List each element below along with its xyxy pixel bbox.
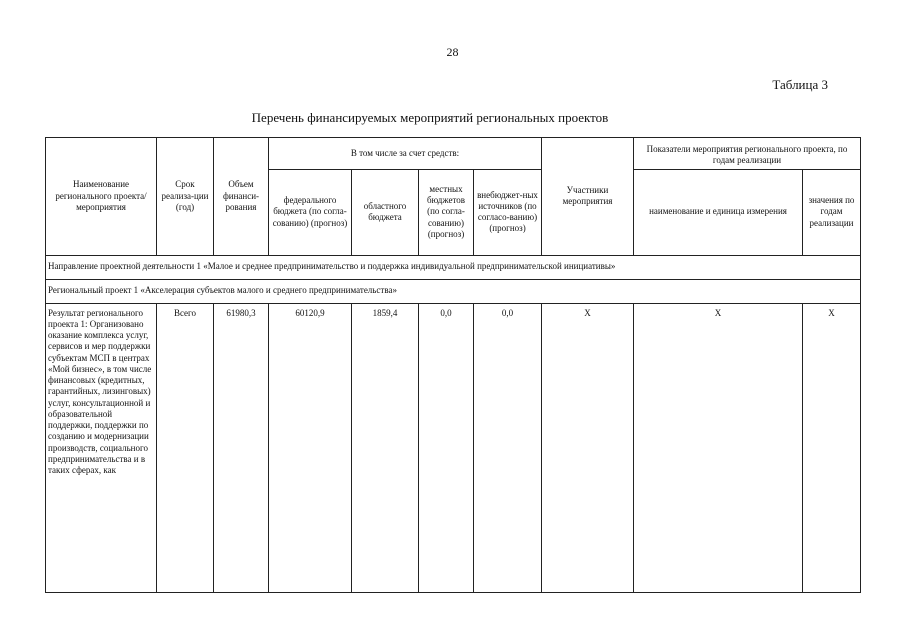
project-row: [46, 279, 861, 303]
page-number: 28: [446, 45, 459, 59]
cell-regional: 1859,4: [352, 303, 419, 592]
cell-volume: 61980,3: [214, 303, 269, 592]
header-term: Срок реализа-ции (год): [157, 138, 214, 256]
header-participants: Участники мероприятия: [542, 138, 634, 256]
cell-extrabudget: 0,0: [474, 303, 542, 592]
header-row-1: [46, 138, 861, 170]
header-name: Наименование регионального проекта/мероприятия: [46, 138, 157, 256]
cell-local: 0,0: [419, 303, 474, 592]
header-regional: областного бюджета: [352, 169, 419, 255]
cell-federal: 60120,9: [269, 303, 352, 592]
header-sources-group: В том числе за счет средств:: [269, 138, 542, 170]
cell-name: Результат регионального проекта 1: Организовано оказание комплекса услуг, сервисов и мер поддержки субъектам МСП в центрах «Мой бизнес», в том числе финансовых (кредитных, гарантийных, лизинговых) услуг, консультационной и образовательной поддержки, поддержки по созданию и модернизации производств, социального предпринимательства и в таких сферах, как: [46, 303, 157, 592]
table-row: [46, 303, 861, 592]
document-title: Перечень финансируемых мероприятий региональных проектов: [251, 110, 609, 125]
header-extrabudget: внебюджет-ных источников (по согласо-ванию) (прогноз): [474, 169, 542, 255]
header-local: местных бюджетов (по согла-сованию) (прогноз): [419, 169, 474, 255]
table-label: Таблица 3: [772, 77, 828, 92]
cell-indicator-name: Х: [634, 303, 803, 592]
header-indicators-group: Показатели мероприятия регионального проекта, по годам реализации: [634, 138, 861, 170]
cell-indicator-values: Х: [803, 303, 861, 592]
header-volume: Объем финанси-рования: [214, 138, 269, 256]
cell-term: Всего: [157, 303, 214, 592]
cell-participants: Х: [542, 303, 634, 592]
header-federal: федерального бюджета (по согла-сованию) (прогноз): [269, 169, 352, 255]
header-indicator-values: значения по годам реализации: [803, 169, 861, 255]
direction-title: Направление проектной деятельности 1 «Малое и среднее предпринимательство и поддержка индивидуальной предпринимательской инициативы»: [46, 255, 861, 279]
direction-row: [46, 255, 861, 279]
header-indicator-name: наименование и единица измерения: [634, 169, 803, 255]
project-title: Региональный проект 1 «Акселерация субъектов малого и среднего предпринимательства»: [46, 279, 861, 303]
financing-table: [45, 137, 861, 593]
